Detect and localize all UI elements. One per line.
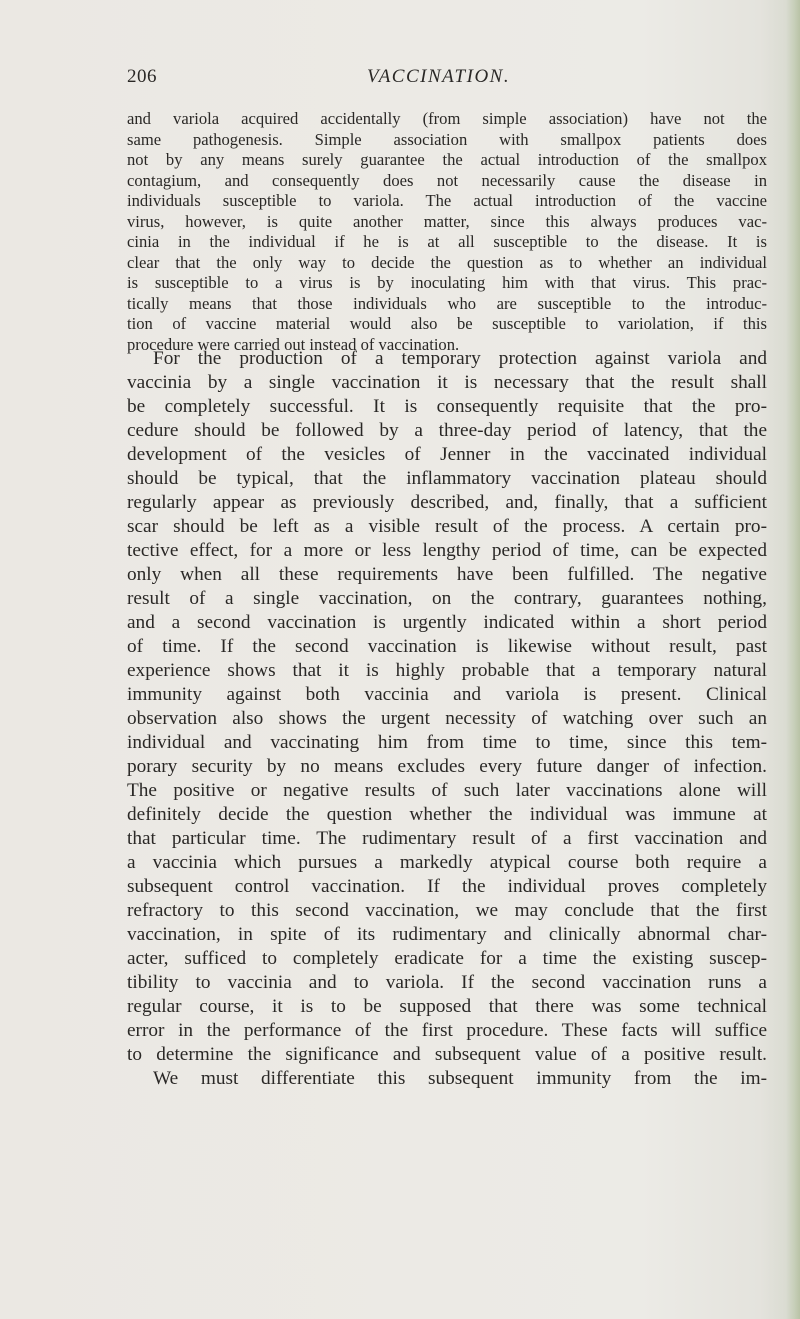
text-line: not by any means surely guarantee the actual introduction of the smallpox — [127, 150, 767, 169]
text-line: observation also shows the urgent necessity of watching over such an — [127, 708, 767, 729]
text-line: scar should be left as a visible result of the process. A certain pro- — [127, 516, 767, 537]
text-line: clear that the only way to decide the question as to whether an individual — [127, 252, 767, 272]
text-line: is susceptible to a virus is by inoculating him with that virus. This prac- — [127, 273, 767, 292]
text-line: refractory to this second vaccination, we may conclude that the first — [127, 900, 767, 921]
text-line: vaccinia by a single vaccination it is necessary that the result shall — [127, 372, 767, 393]
text-line: We must differentiate this subsequent immunity from the im- — [153, 1068, 767, 1089]
page-number: 206 — [127, 66, 157, 87]
page-header — [127, 66, 767, 90]
text-line: experience shows that it is highly probable that a temporary natural — [127, 660, 767, 681]
text-line: only when all these requirements have been fulfilled. The negative — [127, 564, 767, 585]
text-line: tion of vaccine material would also be susceptible to variolation, if this — [127, 314, 767, 333]
text-line: same pathogenesis. Simple association with smallpox patients does — [127, 129, 767, 149]
text-line: tective effect, for a more or less lengthy period of time, can be expected — [127, 540, 767, 561]
text-line: The positive or negative results of such later vaccinations alone will — [127, 780, 767, 801]
text-line: and variola acquired accidentally (from simple association) have not the — [127, 109, 767, 128]
text-line: individual and vaccinating him from time to time, since this tem- — [127, 732, 767, 753]
text-line: development of the vesicles of Jenner in the vaccinated individual — [127, 444, 767, 465]
text-line: of time. If the second vaccination is likewise without result, past — [127, 636, 767, 657]
text-line: virus, however, is quite another matter, since this always produces vac- — [127, 211, 767, 231]
text-line: regular course, it is to be supposed that there was some technical — [127, 996, 767, 1017]
text-line: procedure were carried out instead of vaccination. — [127, 334, 460, 354]
text-line: definitely decide the question whether the individual was immune at — [127, 804, 767, 825]
text-line: immunity against both vaccinia and variola is present. Clinical — [127, 684, 767, 705]
text-line: For the production of a temporary protection against variola and — [153, 348, 767, 369]
text-line: porary security by no means excludes every future danger of infection. — [127, 756, 767, 777]
text-line: to determine the significance and subsequent value of a positive result. — [127, 1044, 767, 1065]
text-line: a vaccinia which pursues a markedly atypical course both require a — [127, 852, 767, 873]
paragraph-main — [127, 347, 767, 1091]
text-line: cinia in the individual if he is at all susceptible to the disease. It is — [127, 232, 767, 251]
text-line: acter, sufficed to completely eradicate for a time the existing suscep- — [127, 948, 767, 969]
text-line: result of a single vaccination, on the contrary, guarantees nothing, — [127, 588, 767, 609]
text-line: be completely successful. It is consequently requisite that the pro- — [127, 396, 767, 417]
text-line: tibility to vaccinia and to variola. If the second vaccination runs a — [127, 972, 767, 993]
page-edge-shadow — [786, 0, 800, 1319]
text-line: error in the performance of the first procedure. These facts will suffice — [127, 1020, 767, 1041]
text-line: that particular time. The rudimentary result of a first vaccination and — [127, 828, 767, 849]
text-line: and a second vaccination is urgently indicated within a short period — [127, 612, 767, 633]
text-line: cedure should be followed by a three-day period of latency, that the — [127, 420, 767, 441]
text-line: tically means that those individuals who are susceptible to the introduc- — [127, 293, 767, 313]
text-line: contagium, and consequently does not necessarily cause the disease in — [127, 170, 767, 190]
text-line: subsequent control vaccination. If the individual proves completely — [127, 876, 767, 897]
running-head: VACCINATION. — [367, 66, 511, 87]
text-line: regularly appear as previously described, and, finally, that a sufficient — [127, 492, 767, 513]
text-line: vaccination, in spite of its rudimentary and clinically abnormal char- — [127, 924, 767, 945]
text-line: individuals susceptible to variola. The actual introduction of the vaccine — [127, 191, 767, 210]
text-line: should be typical, that the inflammatory vaccination plateau should — [127, 468, 767, 489]
paragraph-continued — [127, 109, 767, 355]
